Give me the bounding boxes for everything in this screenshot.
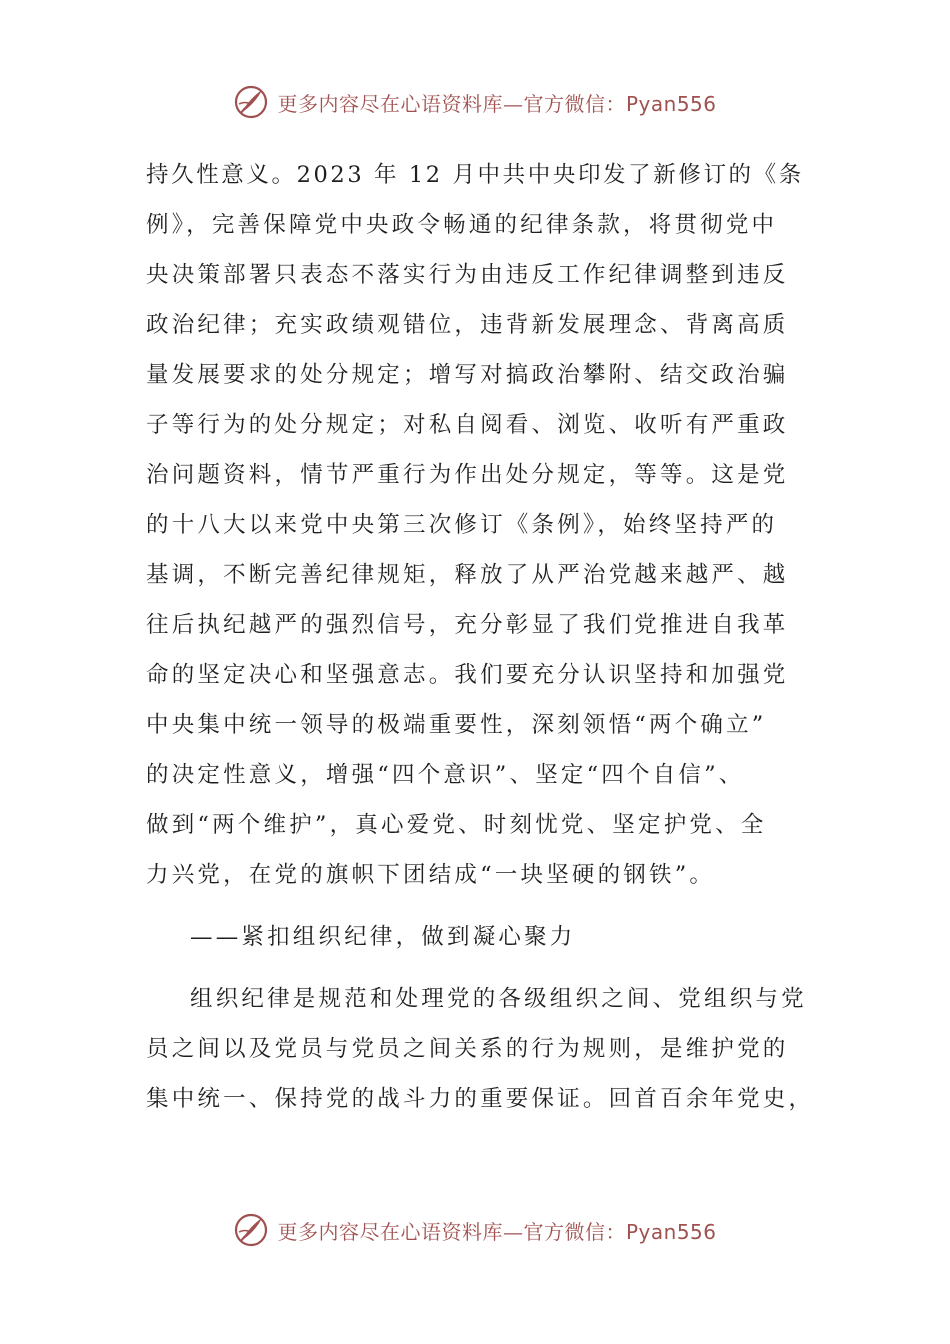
text-line: 基调，不断完善纪律规矩，释放了从严治党越来越严、越	[146, 562, 789, 588]
quill-pen-logo-icon	[233, 84, 269, 120]
banner-wechat-id: Pyan556	[625, 1219, 717, 1244]
text-line: 央决策部署只表态不落实行为由违反工作纪律调整到违反	[146, 262, 789, 288]
paragraph-1	[146, 150, 806, 900]
header-banner	[0, 82, 950, 122]
text-line: 员之间以及党员与党员之间关系的行为规则，是维护党的	[146, 1036, 789, 1062]
text-line: 的决定性意义，增强“四个意识”、坚定“四个自信”、	[146, 762, 745, 788]
text-line: 组织纪律是规范和处理党的各级组织之间、党组织与党	[190, 986, 807, 1012]
text-line: 力兴党，在党的旗帜下团结成“一块坚硬的钢铁”。	[146, 862, 716, 888]
quill-pen-logo-icon	[233, 1212, 269, 1248]
text-line: 量发展要求的处分规定；增写对搞政治攀附、结交政治骗	[146, 362, 789, 388]
text-line: 的十八大以来党中央第三次修订《条例》，始终坚持严的	[146, 512, 778, 538]
banner-text: 更多内容尽在心语资料库—官方微信：	[277, 91, 626, 116]
banner-wechat-id: Pyan556	[625, 91, 717, 116]
footer-banner	[0, 1210, 950, 1250]
text-line: 子等行为的处分规定；对私自阅看、浏览、收听有严重政	[146, 412, 789, 438]
text-line: 持久性意义。2023 年 12 月中共中央印发了新修订的《条	[146, 162, 804, 188]
text-line: 例》，完善保障党中央政令畅通的纪律条款，将贯彻党中	[146, 212, 778, 238]
text-line: 治问题资料，情节严重行为作出处分规定，等等。这是党	[146, 462, 789, 488]
text-line: 做到“两个维护”，真心爱党、时刻忧党、坚定护党、全	[146, 812, 767, 838]
text-line: 命的坚定决心和坚强意志。我们要充分认识坚持和加强党	[146, 662, 789, 688]
text-line: 政治纪律；充实政绩观错位，违背新发展理念、背离高质	[146, 312, 789, 338]
banner-text: 更多内容尽在心语资料库—官方微信：	[277, 1219, 626, 1244]
text-line: 往后执纪越严的强烈信号，充分彰显了我们党推进自我革	[146, 612, 789, 638]
body-text	[146, 150, 815, 1124]
text-line: 集中统一、保持党的战斗力的重要保证。回首百余年党史，	[146, 1086, 815, 1112]
paragraph-2	[146, 974, 815, 1124]
section-subheading: ——紧扣组织纪律，做到凝心聚力	[190, 924, 576, 950]
text-line: 中央集中统一领导的极端重要性，深刻领悟“两个确立”	[146, 712, 767, 738]
